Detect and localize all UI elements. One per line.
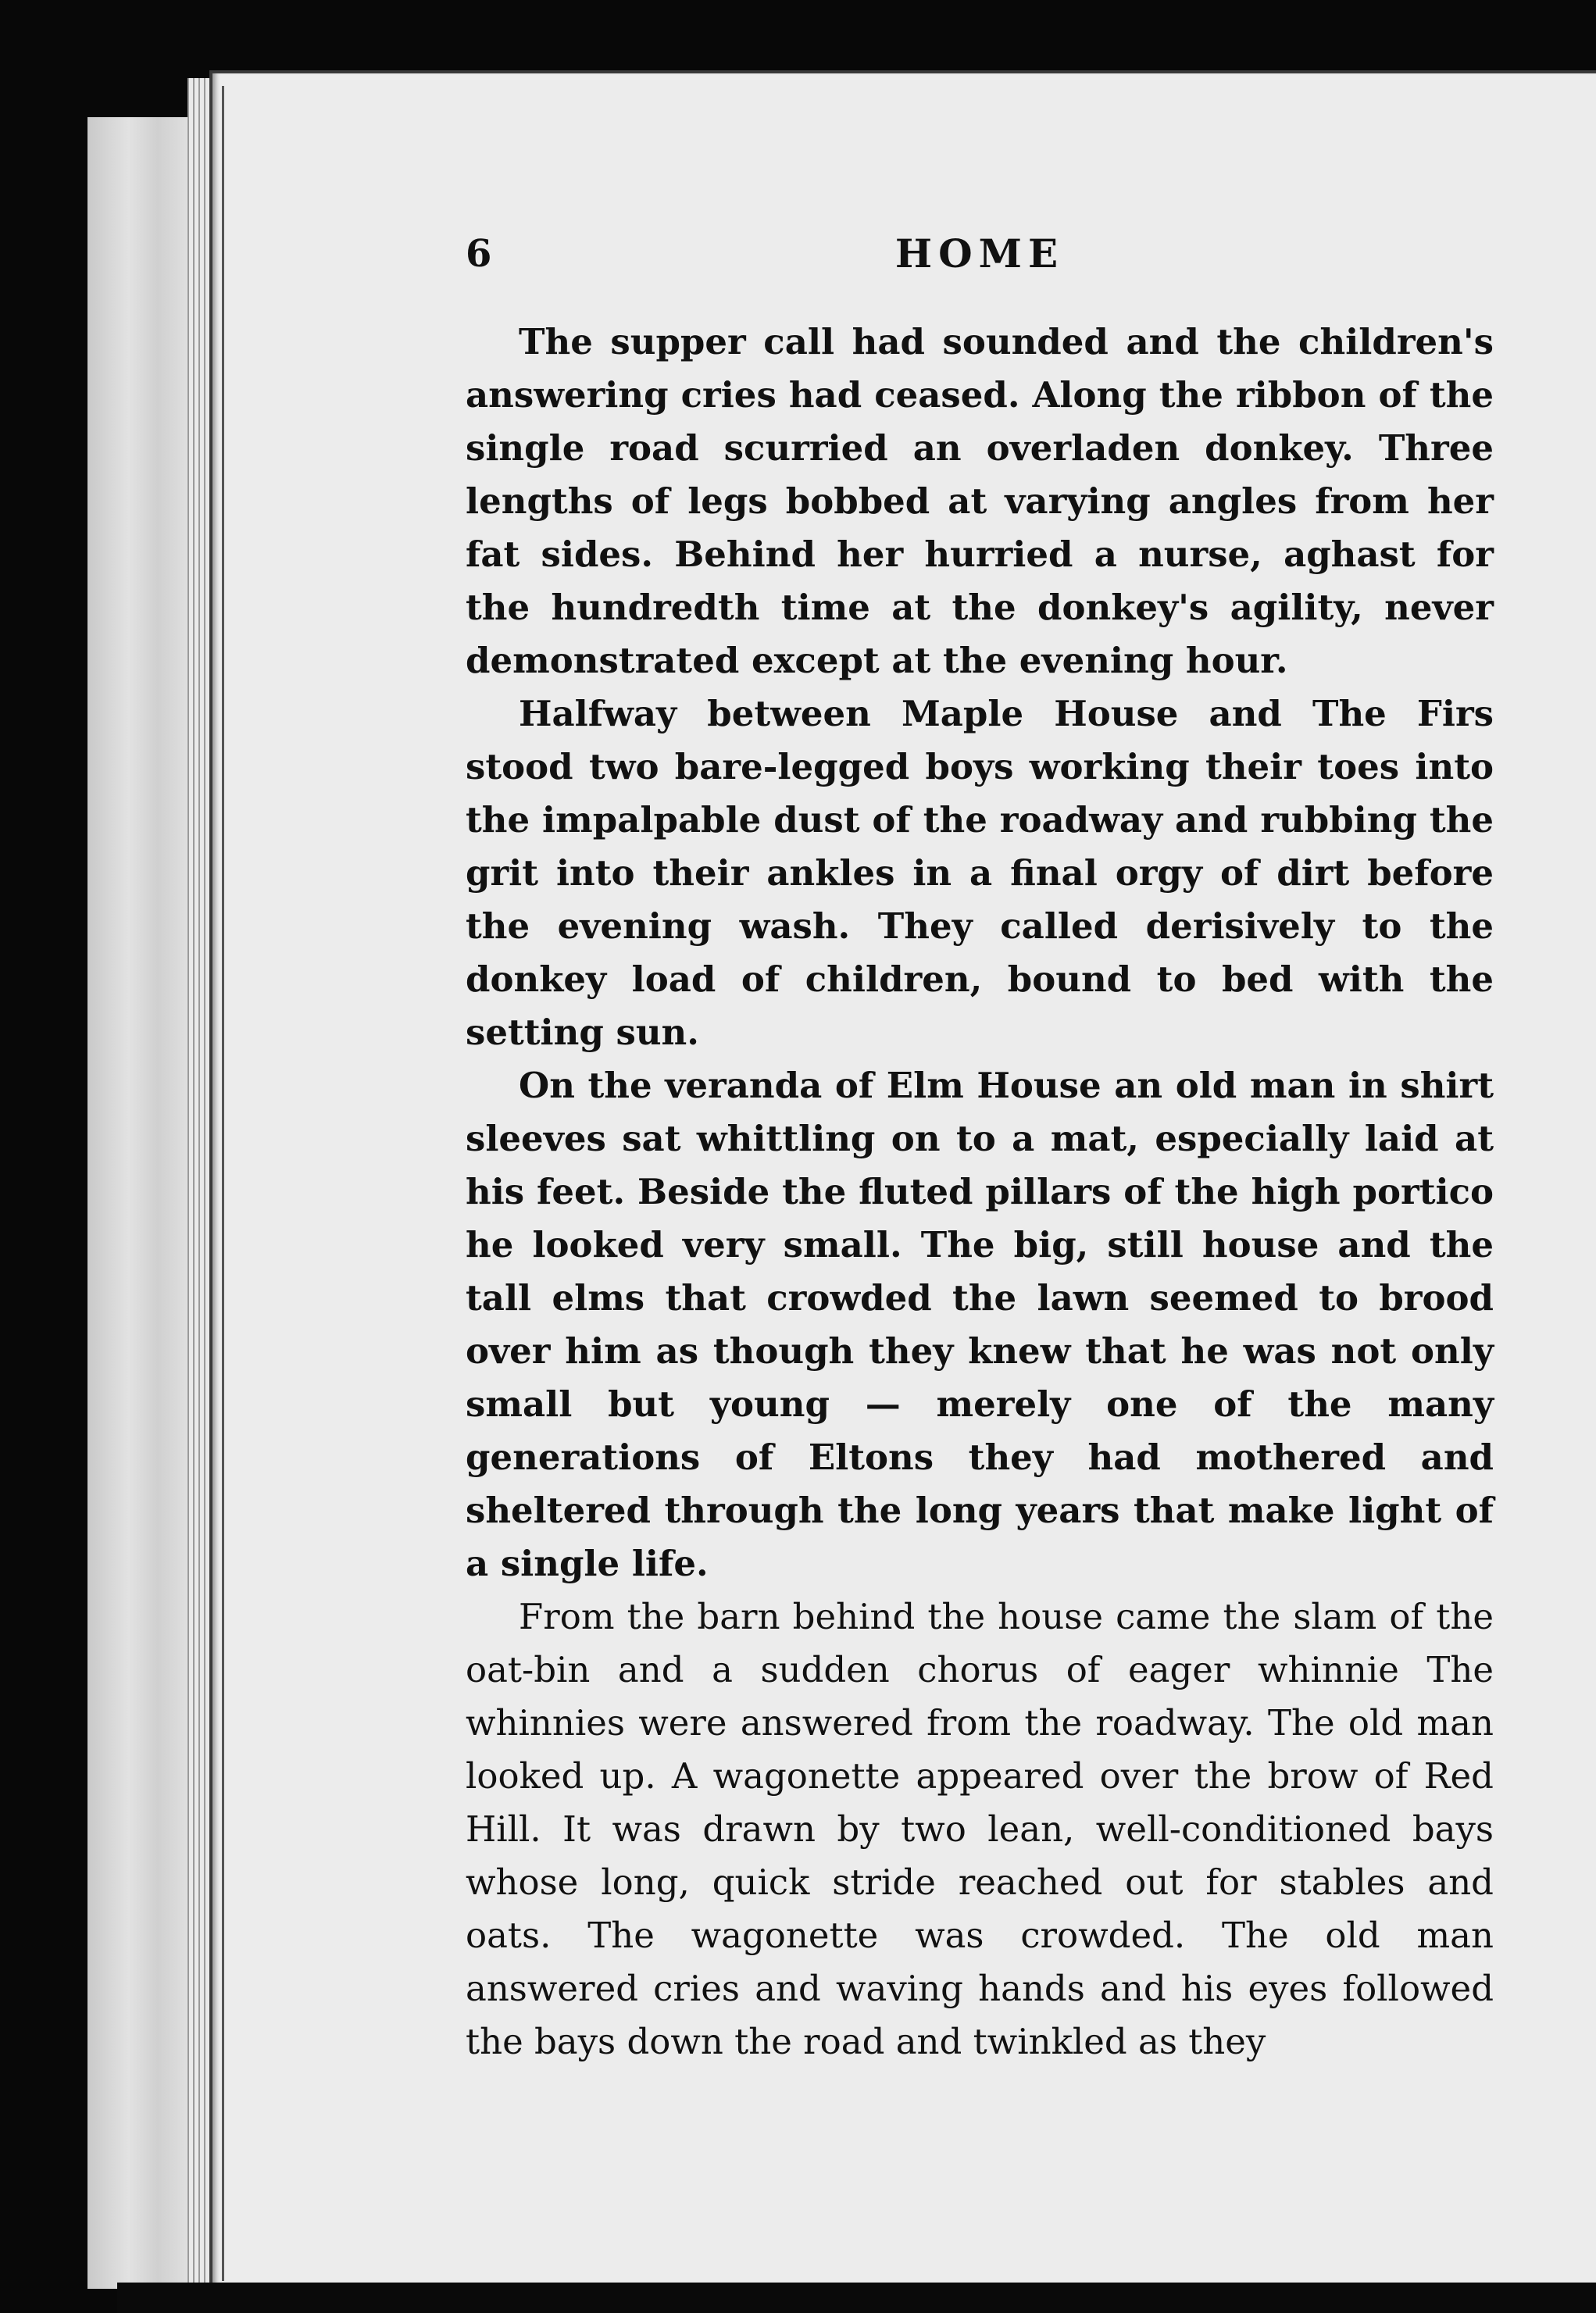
page-gutter-line xyxy=(222,86,224,2281)
page-number: 6 xyxy=(466,232,492,276)
scan-bottom-border xyxy=(117,2283,1596,2313)
running-title: HOME xyxy=(894,230,1065,277)
paragraph: From the barn behind the house came the slam of the oat-bin and a sudden chorus of eager whinnie The whinnies were answered from the roadway. The old man looked up. A wagonette appeared over the brow of Red Hill. It was drawn by two lean, well-conditioned bays whose long, quick stride reached out for stables and oats. The wagonette was crowded. The old man answered cries and waving hands and his eyes followed the bays down the road and twinkled as they xyxy=(466,1596,1494,2062)
paragraph: Halfway between Maple House and The Firs stood two bare-legged boys working their toes into the impalpable dust of the roadway and rubbing the grit into their ankles in a final orgy of dirt before the evening wash. They called derisively to the donkey load of children, bound to bed with the setting sun. xyxy=(466,693,1494,1053)
running-head xyxy=(466,223,1494,285)
paragraph: The supper call had sounded and the children's answering cries had ceased. Along the ribbon of the single road scurried an overladen donkey. Three lengths of legs bobbed at varying angles from her fat sides. Behind her hurried a nurse, aghast for the hundredth time at the donkey's agility, never demonstrated except at the evening hour. xyxy=(466,321,1494,681)
paragraph: On the veranda of Elm House an old man in shirt sleeves sat whittling on to a mat, especially laid at his feet. Beside the fluted pillars of the high portico he looked very small. The big, still house and the tall elms that crowded the lawn seemed to brood over him as though they knew that he was not only small but young — merely one of the many generations of Eltons they had mothered and sheltered through the long years that make light of a single life. xyxy=(466,1065,1494,1584)
body-text xyxy=(466,316,1494,2068)
